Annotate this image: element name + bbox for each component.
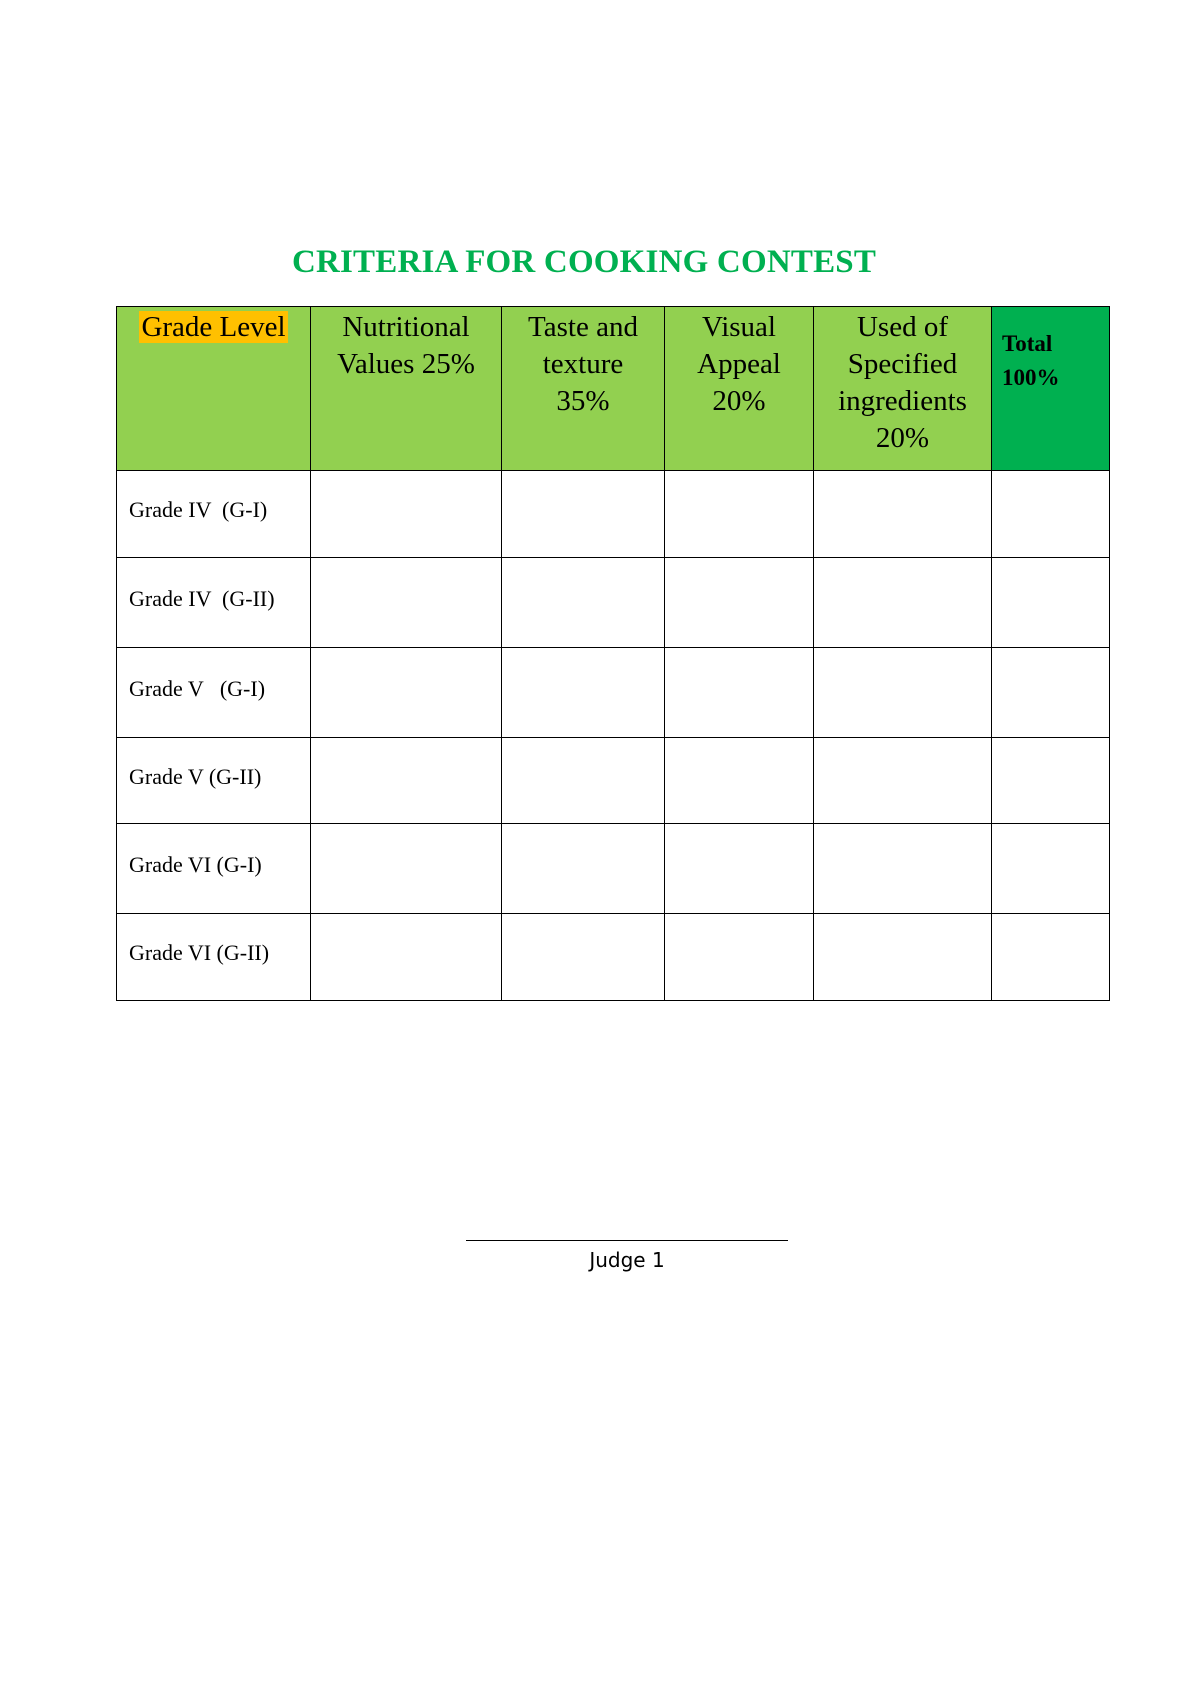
header-taste-texture xyxy=(502,307,665,471)
score-cell-nutritional[interactable] xyxy=(311,648,502,738)
header-total-line1: Total xyxy=(1002,331,1053,356)
score-cell-taste[interactable] xyxy=(502,471,665,558)
page-title: CRITERIA FOR COOKING CONTEST xyxy=(291,244,877,280)
row-label: Grade V (G-II) xyxy=(129,763,262,789)
score-cell-visual[interactable] xyxy=(665,471,814,558)
row-label-cell xyxy=(117,914,311,1001)
header-specified-ingredients xyxy=(814,307,992,471)
score-cell-total[interactable] xyxy=(992,914,1110,1001)
score-cell-taste[interactable] xyxy=(502,738,665,824)
score-cell-ingredients[interactable] xyxy=(814,558,992,648)
score-cell-visual[interactable] xyxy=(665,824,814,914)
score-cell-nutritional[interactable] xyxy=(311,824,502,914)
score-cell-taste[interactable] xyxy=(502,914,665,1001)
row-label-cell xyxy=(117,648,311,738)
row-label: Grade V (G-I) xyxy=(129,675,266,701)
score-cell-nutritional[interactable] xyxy=(311,471,502,558)
grade-level-label: Grade Level xyxy=(141,311,286,343)
table-row xyxy=(117,824,1110,914)
header-total-line2: 100% xyxy=(1002,365,1060,390)
score-cell-total[interactable] xyxy=(992,558,1110,648)
score-cell-visual[interactable] xyxy=(665,738,814,824)
score-cell-nutritional[interactable] xyxy=(311,558,502,648)
row-label-cell xyxy=(117,824,311,914)
score-cell-ingredients[interactable] xyxy=(814,471,992,558)
score-cell-visual[interactable] xyxy=(665,914,814,1001)
header-nutritional-line1: Nutritional xyxy=(342,311,470,343)
header-taste-line3: 35% xyxy=(556,385,610,417)
row-label-cell xyxy=(117,558,311,648)
header-used-line1: Used of xyxy=(856,311,948,343)
score-cell-visual[interactable] xyxy=(665,648,814,738)
row-label-cell xyxy=(117,471,311,558)
header-visual-line1: Visual xyxy=(702,311,776,343)
criteria-table xyxy=(116,306,1110,1001)
score-cell-ingredients[interactable] xyxy=(814,914,992,1001)
header-taste-line2: texture xyxy=(542,348,624,380)
score-cell-ingredients[interactable] xyxy=(814,648,992,738)
row-label-cell xyxy=(117,738,311,824)
header-row xyxy=(117,307,1110,471)
score-cell-nutritional[interactable] xyxy=(311,914,502,1001)
header-grade-level xyxy=(117,307,311,471)
score-cell-nutritional[interactable] xyxy=(311,738,502,824)
table-row xyxy=(117,914,1110,1001)
header-total xyxy=(992,307,1110,471)
header-used-line4: 20% xyxy=(875,422,930,454)
score-cell-taste[interactable] xyxy=(502,824,665,914)
table-row xyxy=(117,471,1110,558)
signature-line xyxy=(466,1240,788,1241)
row-label: Grade IV (G-I) xyxy=(129,497,268,522)
table-row xyxy=(117,738,1110,824)
score-cell-taste[interactable] xyxy=(502,648,665,738)
score-cell-ingredients[interactable] xyxy=(814,738,992,824)
score-cell-total[interactable] xyxy=(992,648,1110,738)
header-nutritional-values xyxy=(311,307,502,471)
row-label: Grade VI (G-I) xyxy=(129,851,262,877)
header-used-line3: ingredients xyxy=(838,385,967,417)
header-used-line2: Specified xyxy=(847,348,958,380)
row-label: Grade VI (G-II) xyxy=(129,940,270,965)
header-visual-appeal xyxy=(665,307,814,471)
score-cell-visual[interactable] xyxy=(665,558,814,648)
score-cell-taste[interactable] xyxy=(502,558,665,648)
signature-label: Judge 1 xyxy=(589,1248,665,1272)
row-label: Grade IV (G-II) xyxy=(129,585,275,611)
table-row xyxy=(117,558,1110,648)
header-visual-line2: Appeal xyxy=(697,348,781,380)
header-taste-line1: Taste and xyxy=(528,311,638,343)
score-cell-total[interactable] xyxy=(992,738,1110,824)
header-visual-line3: 20% xyxy=(712,385,766,417)
header-nutritional-line2: Values 25% xyxy=(337,348,475,380)
table-row xyxy=(117,648,1110,738)
score-cell-ingredients[interactable] xyxy=(814,824,992,914)
score-cell-total[interactable] xyxy=(992,824,1110,914)
score-cell-total[interactable] xyxy=(992,471,1110,558)
